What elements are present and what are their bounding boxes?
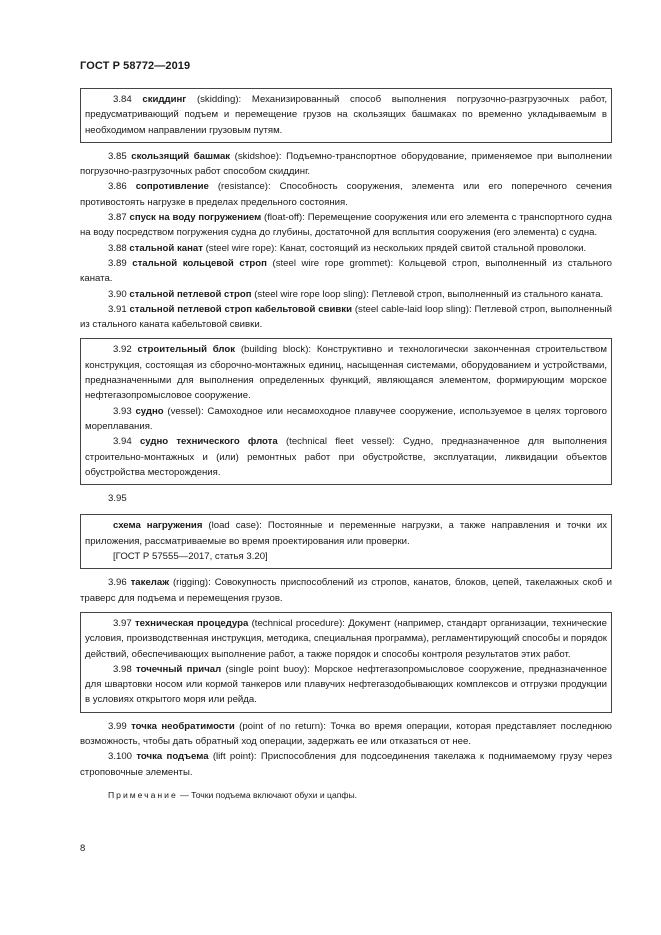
- note-label: Примечание: [108, 789, 178, 800]
- term-box-3-95: [80, 514, 612, 569]
- term-english: (steel wire rope grommet):: [272, 257, 394, 269]
- term-english: (technical procedure):: [251, 617, 345, 629]
- term-title: сопротивление: [135, 181, 209, 193]
- term-title: стальной канат: [129, 242, 203, 254]
- term-definition: Перемещение сооружения или его элемента с транспортного судна на воду посредством погружения судна до глубины, достаточной для всплытия сооружения (его элемента) с судна.: [80, 212, 613, 239]
- term-3-88: [80, 241, 612, 256]
- term-3-92: [85, 342, 607, 403]
- term-3-87: [80, 210, 612, 241]
- term-number: 3.87: [108, 212, 127, 224]
- term-number: 3.98: [113, 663, 132, 675]
- term-3-95: [85, 518, 607, 549]
- term-number: 3.91: [108, 303, 127, 315]
- term-english: (vessel):: [167, 405, 204, 417]
- term-title: стальной петлевой строп: [129, 288, 252, 300]
- term-box-3-92-3-94: [80, 338, 612, 485]
- term-definition: Морское нефтегазопромысловое сооружение, предназначенное для швартовки носом или кормой танкеров или плавучих нефтегазодобывающих комплексов и отгрузки продукции в условиях открытого моря или рейда.: [85, 663, 607, 706]
- term-number: 3.85: [108, 150, 127, 162]
- term-english: (load case):: [208, 520, 262, 532]
- term-english: (steel wire rope loop sling):: [254, 288, 369, 300]
- note: [80, 788, 612, 803]
- term-3-98: [85, 662, 607, 708]
- term-definition: Судно, предназначенное для выполнения строительно-монтажных и (или) ремонтных работ при обустройстве, эксплуатации, ликвидации объектов обустройства месторождения.: [85, 436, 607, 478]
- note-text: — Точки подъема включают обухи и цапфы.: [180, 789, 358, 800]
- term-english: (float-off):: [264, 212, 305, 224]
- term-reference: [ГОСТ Р 57555—2017, статья 3.20]: [113, 551, 268, 563]
- term-3-89: [80, 256, 612, 287]
- term-3-99: [80, 719, 612, 750]
- term-english: (technical fleet vessel):: [285, 436, 395, 448]
- term-3-86: [80, 179, 612, 210]
- term-definition: Самоходное или несамоходное плавучее сооружение, используемое в целях торгового мореплавания.: [85, 405, 608, 432]
- term-english: (building block):: [240, 344, 312, 356]
- term-number: 3.92: [113, 344, 132, 356]
- term-english: (point of no return):: [239, 720, 326, 732]
- term-3-84: [85, 92, 607, 138]
- term-title: точечный причал: [136, 663, 222, 675]
- term-definition: Совокупность приспособлений из стропов, канатов, блоков, цепей, такелажных скоб и траверс для подъема и перемещения грузов.: [80, 577, 612, 604]
- term-english: (skidding):: [196, 94, 242, 105]
- term-number: 3.100: [108, 751, 133, 763]
- term-english: (steel wire rope):: [205, 242, 278, 254]
- term-english: (lift point):: [212, 751, 257, 763]
- term-title: строительный блок: [137, 344, 236, 356]
- term-box-3-84: [80, 88, 612, 143]
- term-box-3-97-3-98: [80, 612, 612, 713]
- term-english: (single point buoy):: [225, 663, 310, 675]
- term-number: 3.94: [113, 436, 132, 448]
- term-3-96: [80, 575, 612, 606]
- term-title: скиддинг: [142, 94, 187, 105]
- document-header: ГОСТ Р 58772—2019: [80, 60, 191, 72]
- term-title: стальной петлевой строп кабельтовой свивки: [129, 303, 352, 315]
- term-title: такелаж: [130, 577, 170, 589]
- term-3-100: [80, 749, 612, 780]
- term-3-93: [85, 404, 607, 435]
- term-title: точка необратимости: [131, 720, 235, 732]
- term-definition: Петлевой строп, выполненный из стального каната кабельтовой свивки.: [80, 303, 612, 331]
- page-number: 8: [80, 843, 86, 854]
- term-definition: Кольцевой строп, выполненный из стального каната.: [80, 257, 612, 285]
- term-title: схема нагружения: [113, 520, 203, 532]
- term-definition: Петлевой строп, выполненный из стального каната.: [371, 288, 604, 300]
- term-number: 3.99: [108, 720, 127, 732]
- terms-section: [80, 88, 612, 809]
- term-definition: Канат, состоящий из нескольких прядей свитой стальной проволоки.: [279, 242, 587, 254]
- term-title: скользящий башмак: [131, 150, 231, 162]
- term-definition: Приспособления для подсоединения такелажа к поднимаемому грузу через строповочные элементы.: [80, 751, 613, 778]
- term-number: 3.96: [108, 577, 127, 589]
- term-title: спуск на воду погружением: [129, 212, 262, 224]
- term-title: судно: [135, 405, 164, 417]
- term-definition: Точка во время операции, которая представляет последнюю возможность, чтобы дать обратный ход операции, задержать ее или отказаться от нее.: [80, 720, 613, 747]
- term-title: судно технического флота: [139, 436, 278, 448]
- term-english: (skidshoe):: [234, 150, 282, 162]
- term-number: 3.90: [108, 288, 127, 300]
- term-number: 3.93: [113, 405, 132, 417]
- term-3-91: [80, 302, 612, 333]
- term-definition: Механизированный способ выполнения погрузочно-разгрузочных работ, предусматривающий подъем и перемещение грузов на скользящих башмаках по временно укладываемым в необходимом направлении грузовым путям.: [85, 94, 607, 136]
- term-english: (rigging):: [172, 577, 211, 589]
- term-3-94: [85, 434, 607, 480]
- terms-flow-2: [80, 575, 612, 606]
- term-number: 3.97: [113, 617, 132, 629]
- term-definition: Конструктивно и технологически законченная строительством конструкция, состоящая из сборочно-монтажных единиц, насыщенная системами, оборудованием и устройствами, предназначенными для выполнения определенных функций, являющаяся элементом, формирующим морское нефтегазопромысловое сооружение.: [85, 344, 607, 402]
- term-number: 3.89: [108, 257, 127, 269]
- term-definition: Документ (например, стандарт организации, технические условия, производственная инструкция, методика, специальная программа), регламентирующий способы и порядок действий, обеспечивающих выполнение работ, а также порядок и способы контроля результатов этих работ.: [85, 617, 608, 660]
- term-3-90: [80, 287, 612, 302]
- term-3-97: [85, 616, 607, 662]
- terms-flow-1: [80, 149, 612, 333]
- term-number: 3.84: [113, 94, 132, 105]
- term-number: 3.86: [108, 181, 127, 193]
- terms-flow-3: [80, 719, 612, 803]
- term-title: точка подъема: [136, 751, 209, 763]
- term-3-95-number: 3.95: [108, 493, 127, 505]
- term-number: 3.88: [108, 242, 127, 254]
- term-english: (resistance):: [217, 181, 271, 193]
- term-title: техническая процедура: [134, 617, 249, 629]
- term-definition: Постоянные и переменные нагрузки, а также направления и точки их приложения, рассматриваемые во время проектирования или проверки.: [85, 520, 607, 547]
- term-title: стальной кольцевой строп: [132, 257, 267, 269]
- term-definition: Способность сооружения, элемента или его поперечного сечения противостоять нагрузке в пределах предельного состояния.: [80, 181, 613, 208]
- term-3-85: [80, 149, 612, 180]
- term-english: (steel cable-laid loop sling):: [354, 303, 472, 315]
- term-definition: Подъемно-транспортное оборудование, применяемое при выполнении погрузочно-разгрузочных работ способом скиддинг.: [80, 150, 612, 178]
